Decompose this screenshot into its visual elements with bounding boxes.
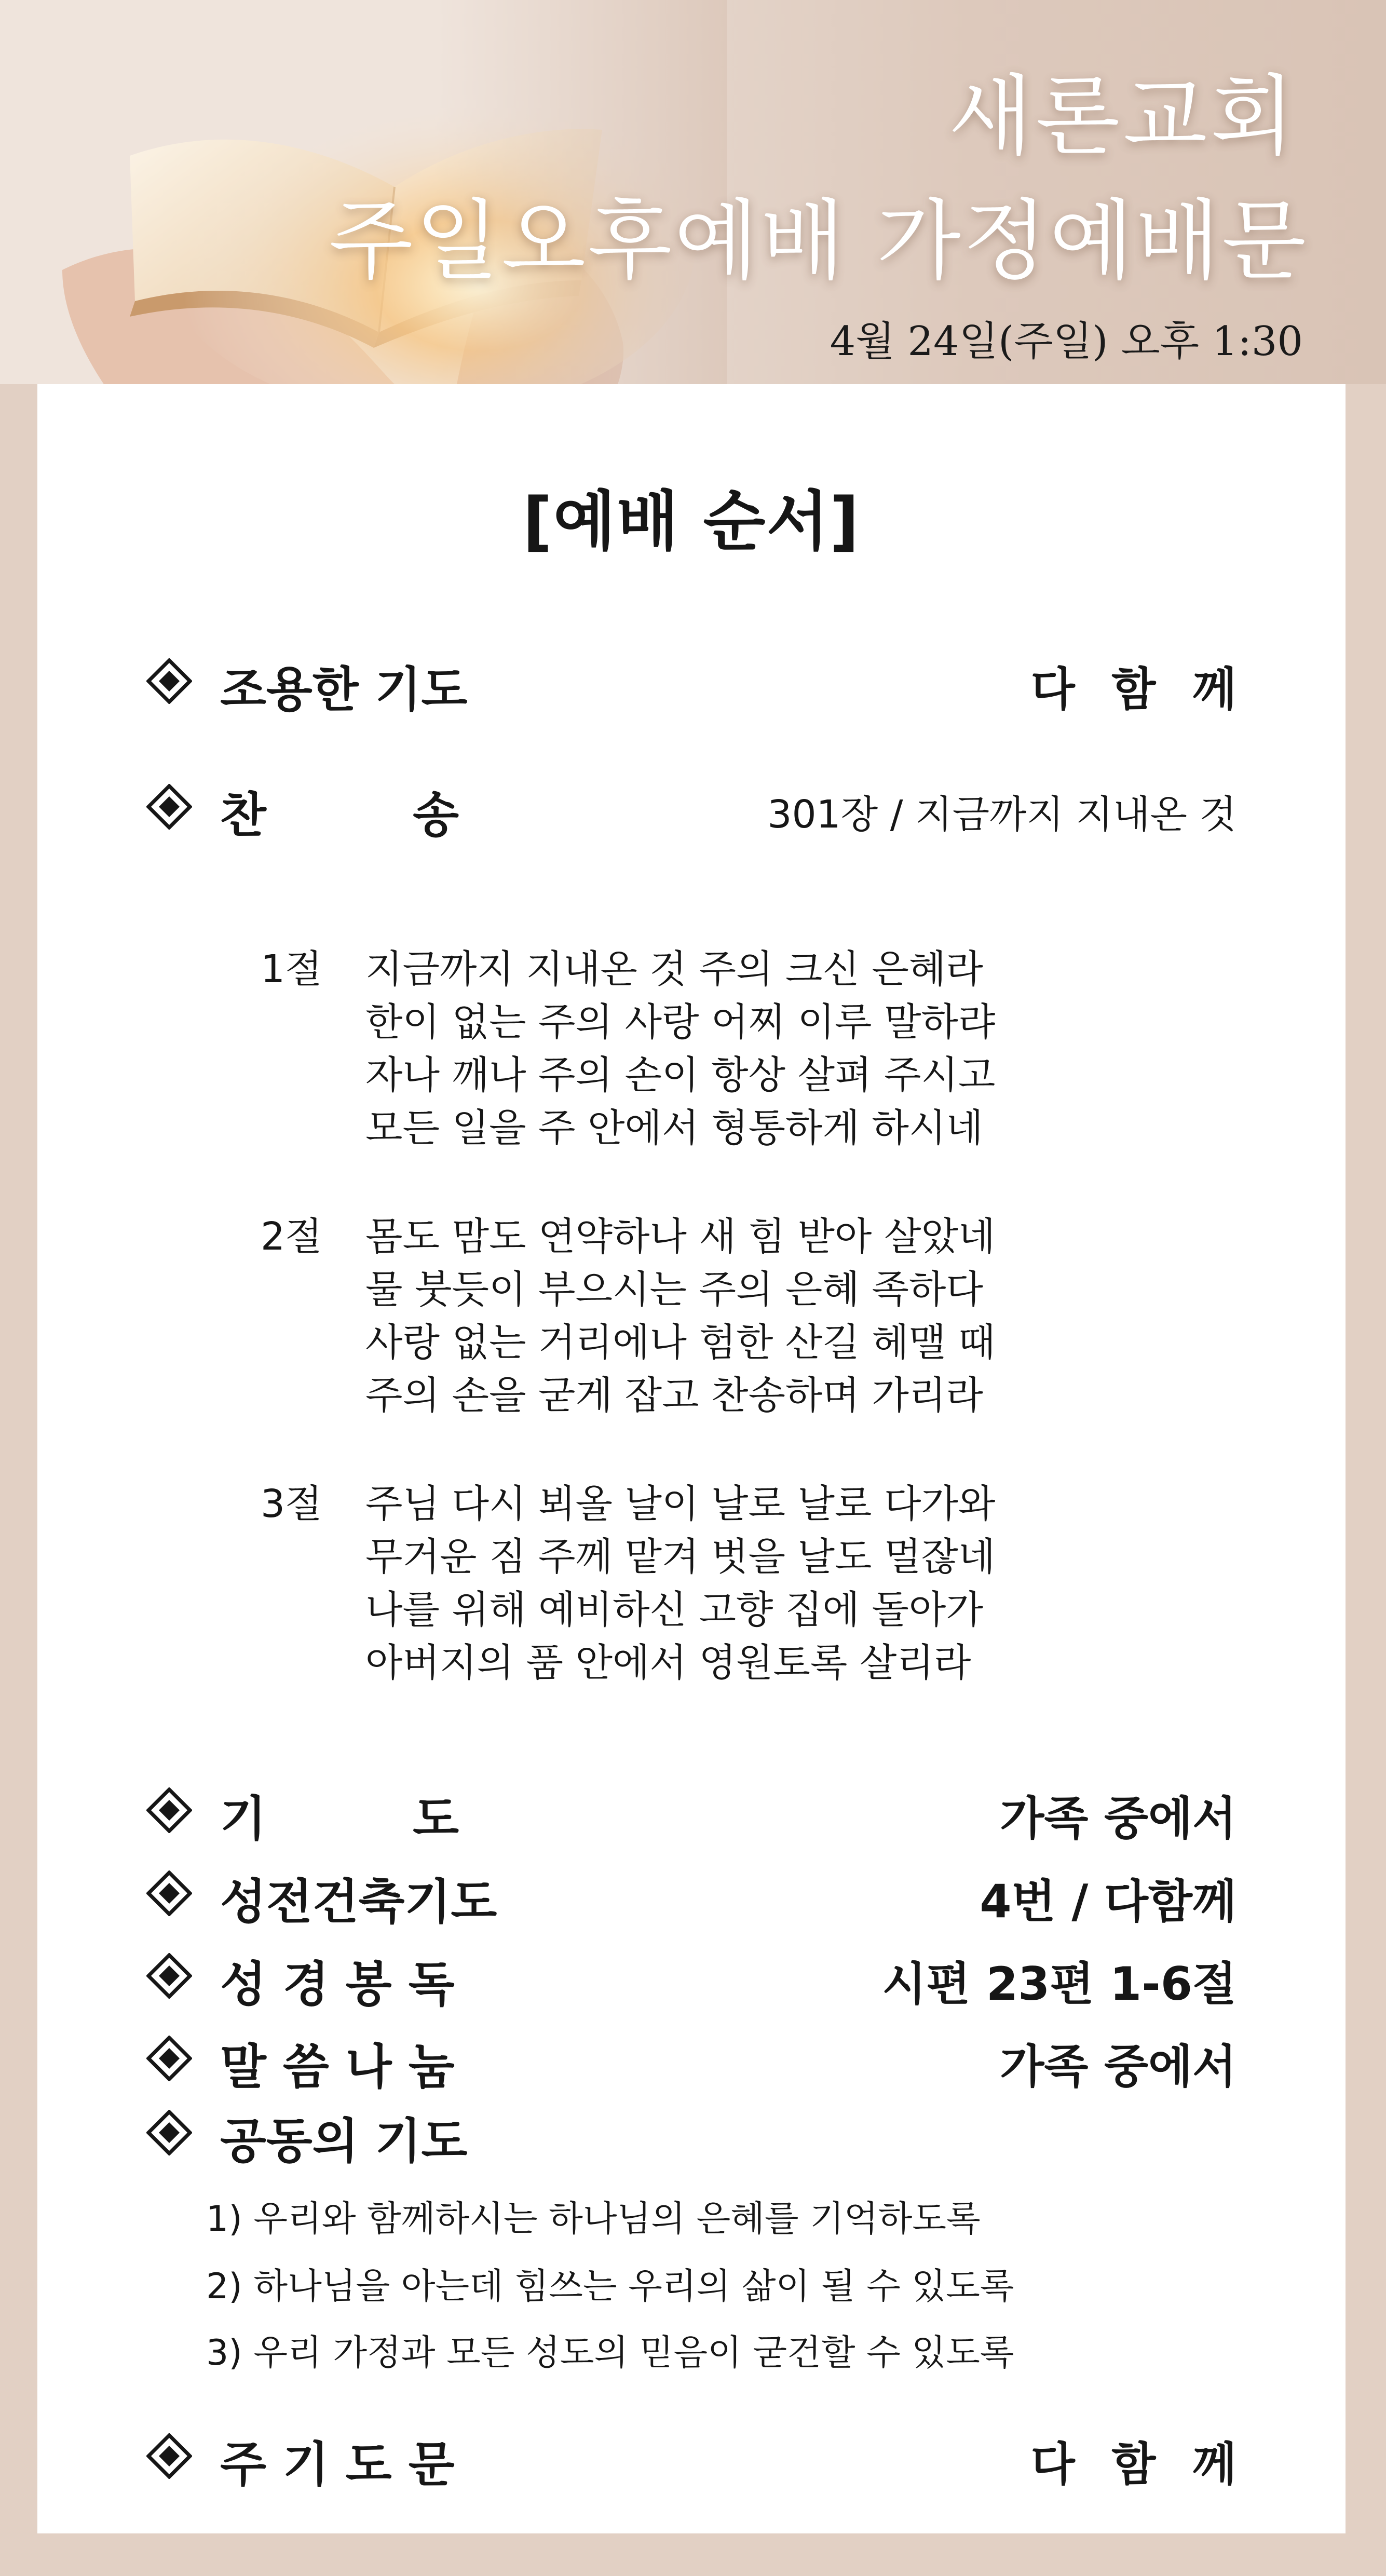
common-prayer-item: 3) 우리 가정과 모든 성도의 믿음이 굳건할 수 있도록 xyxy=(206,2333,1014,2374)
verse-line: 몸도 맘도 연약하나 새 힘 받아 살았네 xyxy=(365,1214,996,1259)
building-prayer-value: 4번 / 다함께 xyxy=(980,1875,1236,1928)
diamond-bullet-icon xyxy=(146,2110,192,2155)
hymn-label-char-1: 찬 xyxy=(220,788,266,843)
scripture-reading-value: 시편 23편 1-6절 xyxy=(882,1957,1236,2011)
verse-number: 2절 xyxy=(261,1214,322,1259)
verse-number: 1절 xyxy=(261,947,322,992)
hymn-title: 301장 / 지금까지 지내온 것 xyxy=(767,792,1236,837)
lords-prayer-label: 주 기 도 문 xyxy=(220,2437,455,2492)
verse-line: 아버지의 품 안에서 영원토록 살리라 xyxy=(365,1640,971,1685)
diamond-bullet-icon xyxy=(146,784,192,830)
common-prayer-item: 2) 하나님을 아는데 힘쓰는 우리의 삶이 될 수 있도록 xyxy=(206,2266,1014,2307)
service-datetime: 4월 24일(주일) 오후 1:30 xyxy=(830,318,1303,365)
diamond-bullet-icon xyxy=(146,1953,192,1999)
prayer-label-char-1: 기 xyxy=(220,1791,266,1847)
diamond-bullet-icon xyxy=(146,1870,192,1916)
header-banner xyxy=(0,0,1386,384)
verse-line: 나를 위해 예비하신 고향 집에 돌아가 xyxy=(365,1588,983,1632)
diamond-bullet-icon xyxy=(146,658,192,704)
verse-line: 한이 없는 주의 사랑 어찌 이루 말하랴 xyxy=(365,1000,996,1045)
prayer-value: 가족 중에서 xyxy=(1000,1792,1236,1845)
verse-line: 사랑 없는 거리에나 험한 산길 헤맬 때 xyxy=(365,1320,996,1365)
verse-line: 물 붓듯이 부으시는 주의 은혜 족하다 xyxy=(365,1267,983,1312)
hymn-label-char-2: 송 xyxy=(413,788,459,843)
service-title: 주일오후예배 가정예배문 xyxy=(329,190,1308,292)
diamond-bullet-icon xyxy=(146,2433,192,2479)
prayer-label-char-2: 도 xyxy=(413,1791,459,1847)
lords-prayer-value: 다 함 께 xyxy=(1030,2437,1247,2491)
word-sharing-value: 가족 중에서 xyxy=(1000,2040,1236,2093)
verse-line: 자나 깨나 주의 손이 항상 살펴 주시고 xyxy=(365,1053,996,1097)
verse-line: 지금까지 지내온 것 주의 크신 은혜라 xyxy=(365,947,983,992)
common-prayer-label: 공동의 기도 xyxy=(220,2113,468,2169)
diamond-bullet-icon xyxy=(146,2036,192,2081)
diamond-bullet-icon xyxy=(146,1787,192,1833)
prayer-label xyxy=(220,1781,459,1849)
word-sharing-label: 말 씀 나 눔 xyxy=(220,2039,455,2095)
silent-prayer-value: 다 함 께 xyxy=(1030,662,1247,716)
silent-prayer-label: 조용한 기도 xyxy=(220,662,468,717)
worship-order-heading: [예배 순서] xyxy=(523,484,860,559)
worship-order-card xyxy=(37,384,1346,2533)
church-name: 새론교회 xyxy=(948,65,1298,167)
hymn-label xyxy=(220,777,459,846)
verse-line: 주의 손을 굳게 잡고 찬송하며 가리라 xyxy=(365,1373,983,1418)
scripture-reading-label: 성 경 봉 독 xyxy=(220,1957,455,2012)
common-prayer-item: 1) 우리와 함께하시는 하나님의 은혜를 기억하도록 xyxy=(206,2199,981,2240)
building-prayer-label: 성전건축기도 xyxy=(220,1874,497,1930)
verse-line: 무거운 짐 주께 맡겨 벗을 날도 멀잖네 xyxy=(365,1535,996,1579)
verse-line: 모든 일을 주 안에서 형통하게 하시네 xyxy=(365,1106,983,1150)
verse-line: 주님 다시 뵈올 날이 날로 날로 다가와 xyxy=(365,1482,996,1526)
verse-number: 3절 xyxy=(261,1482,322,1526)
